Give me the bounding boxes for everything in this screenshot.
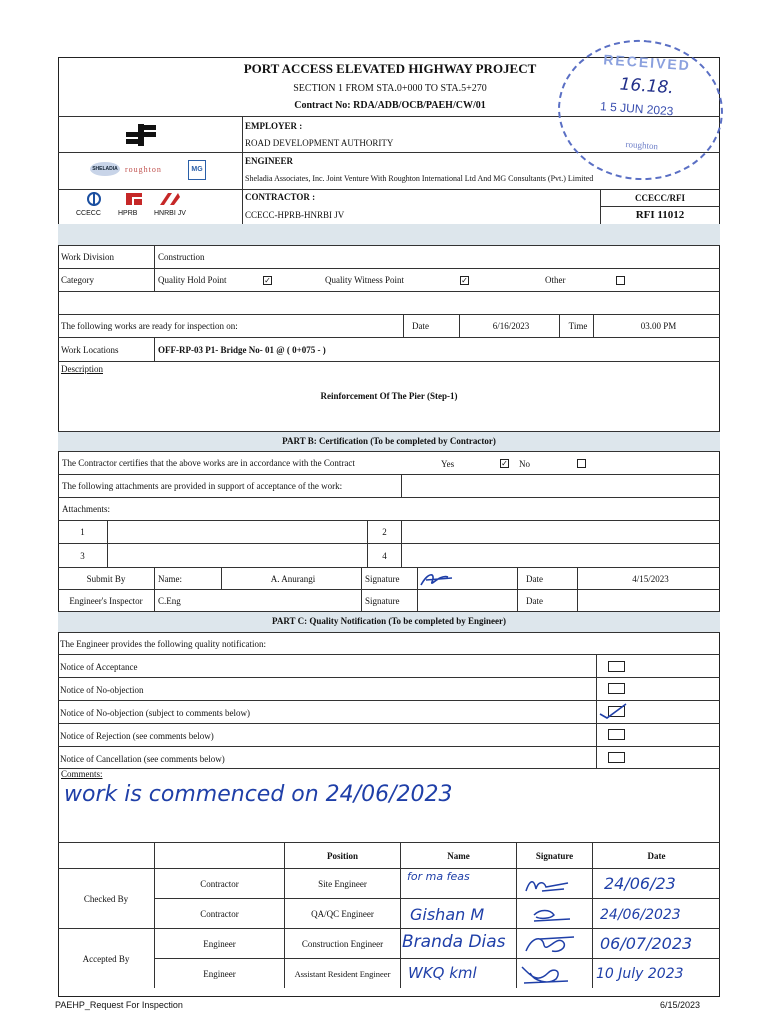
hnrbi-logo [158,191,182,207]
rda-logo [122,122,162,148]
signature-scribble [522,873,572,897]
submit-row [58,568,720,590]
notice-label: Notice of Cancellation (see comments below) [60,754,225,764]
stamp-date: 1 5 JUN 2023 [599,99,674,119]
handwritten-date: 10 July 2023 [596,966,684,982]
stamp-number: 16.18. [619,74,675,99]
header-vline [242,116,243,224]
hold-point-label: Quality Hold Point [158,275,227,285]
contract-number: Contract No: RDA/ADB/OCB/PAEH/CW/01 [294,100,486,111]
inspector-date [578,590,720,611]
header-divider [600,206,720,207]
contractor-name: CCECC-HPRB-HNRBI JV [245,210,345,220]
attachments-text: The following attachments are provided in support of acceptance of the work: [58,475,402,497]
ccecc-logo-text: CCECC [76,210,101,217]
rfi-number: RFI 11012 [635,209,685,221]
witness-point-checkbox[interactable]: ✓ [461,276,468,285]
attachment-row [58,544,720,568]
submit-by-label: Submit By [58,568,155,589]
mg-logo: MG [188,160,206,180]
hold-point-checkbox[interactable]: ✓ [264,276,271,285]
position-header: Position [285,843,401,868]
employer-label: EMPLOYER : [245,121,303,131]
part-c-intro-row [58,633,720,655]
signature-label: Signature [362,590,418,611]
checked-by-label: Checked By [83,893,129,904]
signature-scribble [530,905,574,925]
signoff-role: Contractor [155,899,285,928]
signoff-position: QA/QC Engineer [285,899,401,928]
notice-checkbox-acceptance[interactable] [608,661,625,672]
attachments-label: Attachments: [62,504,110,514]
handwritten-name: for ma feas [407,870,470,883]
attachment-number: 4 [368,544,402,567]
attachments-text-row [58,475,720,498]
location-label: Work Locations [58,338,155,361]
signoff-header-row [58,843,720,869]
notice-label: Notice of No-objection [60,685,144,695]
notice-column-divider [596,655,597,769]
roughton-logo: roughton [125,165,162,174]
stamp-title: RECEIVED [602,51,692,74]
signature-header: Signature [517,843,593,868]
handwritten-date: 06/07/2023 [600,934,693,953]
other-label: Other [545,275,566,285]
attachment-number: 2 [368,521,402,543]
handwritten-date: 24/06/23 [604,874,676,893]
inspector-date-label: Date [518,590,578,611]
stamp-brand: roughton [625,139,659,152]
signoff-position: Site Engineer [285,869,401,898]
signoff-blank [58,843,155,868]
checked-by-group [58,869,155,929]
submit-date: 4/15/2023 [632,573,669,584]
yes-label: Yes [441,459,455,469]
inspection-date-row [58,315,720,338]
notice-label: Notice of Acceptance [60,662,138,672]
contractor-label: CONTRACTOR : [245,192,316,202]
notice-label: Notice of No-objection (subject to comments below) [60,708,250,718]
attachments-label-row [58,498,720,520]
sheladia-logo: SHELADIA [90,162,120,176]
signoff-role: Engineer [155,959,285,988]
inspection-date: 6/16/2023 [460,315,560,337]
certify-row [58,452,720,475]
signature-scribble [522,931,578,957]
header-divider [58,189,720,190]
date-header: Date [647,850,666,861]
blank-band [58,224,720,246]
blank-row [58,292,720,315]
work-division-row [58,246,720,269]
work-division-value: Construction [158,252,205,262]
work-location-row [58,338,720,362]
signoff-role: Contractor [155,869,285,898]
hprb-logo [124,191,144,207]
signoff-blank [155,843,285,868]
category-options [155,269,720,291]
name-header: Name [401,843,517,868]
attachment-blank [108,521,368,543]
hnrbi-logo-text: HNRBI JV [154,210,186,217]
ready-text: The following works are ready for inspection on: [58,315,404,337]
attachment-blank [108,544,368,567]
no-checkbox[interactable] [577,459,586,468]
inspector-name: C.Eng [155,590,362,611]
checkmark-icon [598,700,630,720]
submitter-signature-mark [418,568,456,590]
witness-point-label: Quality Witness Point [325,275,404,285]
signature-label: Signature [362,568,418,589]
part-c-intro: The Engineer provides the following quality notification: [60,639,266,649]
project-section: SECTION 1 FROM STA.0+000 TO STA.5+270 [293,83,487,94]
handwritten-comment: work is commenced on 24/06/2023 [64,782,453,807]
part-c-header [58,612,720,633]
footer-right: 6/15/2023 [660,1000,701,1010]
engineer-name: Sheladia Associates, Inc. Joint Venture With Roughton International Ltd And MG Consultants (Pvt.) Limited [245,174,594,183]
submit-date-label: Date [518,568,578,589]
part-b-title: PART B: Certification (To be completed by Contractor) [282,436,496,446]
certify-text: The Contractor certifies that the above works are in accordance with the Contract [62,458,355,468]
handwritten-name: Branda Dias [402,932,506,952]
notice-label: Notice of Rejection (see comments below) [60,731,214,741]
work-division-label: Work Division [58,246,155,268]
rfi-type: CCECC/RFI [634,193,685,203]
footer-left: PAEHP_Request For Inspection [55,1000,183,1010]
description-value: Reinforcement Of The Pier (Step-1) [320,391,458,401]
inspector-row [58,590,720,612]
hprb-logo-text: HPRB [118,210,138,217]
attachment-row [58,520,720,544]
attachment-number: 3 [58,544,108,567]
handwritten-name: Gishan M [410,905,485,924]
category-label: Category [58,269,155,291]
other-checkbox[interactable] [616,276,625,285]
date-label: Date [404,315,460,337]
no-label: No [519,459,530,469]
employer-name: ROAD DEVELOPMENT AUTHORITY [245,138,394,148]
accepted-by-group [58,929,155,988]
signoff-position: Construction Engineer [285,929,401,958]
engineer-label: ENGINEER [245,156,294,166]
accepted-by-label: Accepted By [82,953,130,964]
attachment-number: 1 [58,521,108,543]
signoff-role: Engineer [155,929,285,958]
handwritten-date: 24/06/2023 [600,907,681,923]
part-c-title: PART C: Quality Notification (To be completed by Engineer) [271,616,506,626]
notice-checkbox-no-objection[interactable] [608,683,625,694]
inspector-label: Engineer's Inspector [58,590,155,611]
part-b-header [58,432,720,452]
ccecc-logo [84,191,104,207]
description-label: Description [61,364,103,374]
notice-checkbox-rejection[interactable] [608,729,625,740]
handwritten-name: WKQ kml [408,964,477,982]
comments-label: Comments: [61,769,103,779]
name-label: Name: [155,568,222,589]
signature-scribble [518,961,572,987]
notice-checkbox-cancellation[interactable] [608,752,625,763]
yes-checkbox[interactable]: ✓ [501,459,508,468]
time-label: Time [560,315,594,337]
location-value: OFF-RP-03 P1- Bridge No- 01 @ ( 0+075 - ) [158,344,326,355]
signoff-position: Assistant Resident Engineer [285,959,401,988]
inspection-time: 03.00 PM [640,321,677,331]
project-title: PORT ACCESS ELEVATED HIGHWAY PROJECT [243,61,537,76]
submitter-name: A. Anurangi [222,568,362,589]
inspector-signature [418,590,518,611]
